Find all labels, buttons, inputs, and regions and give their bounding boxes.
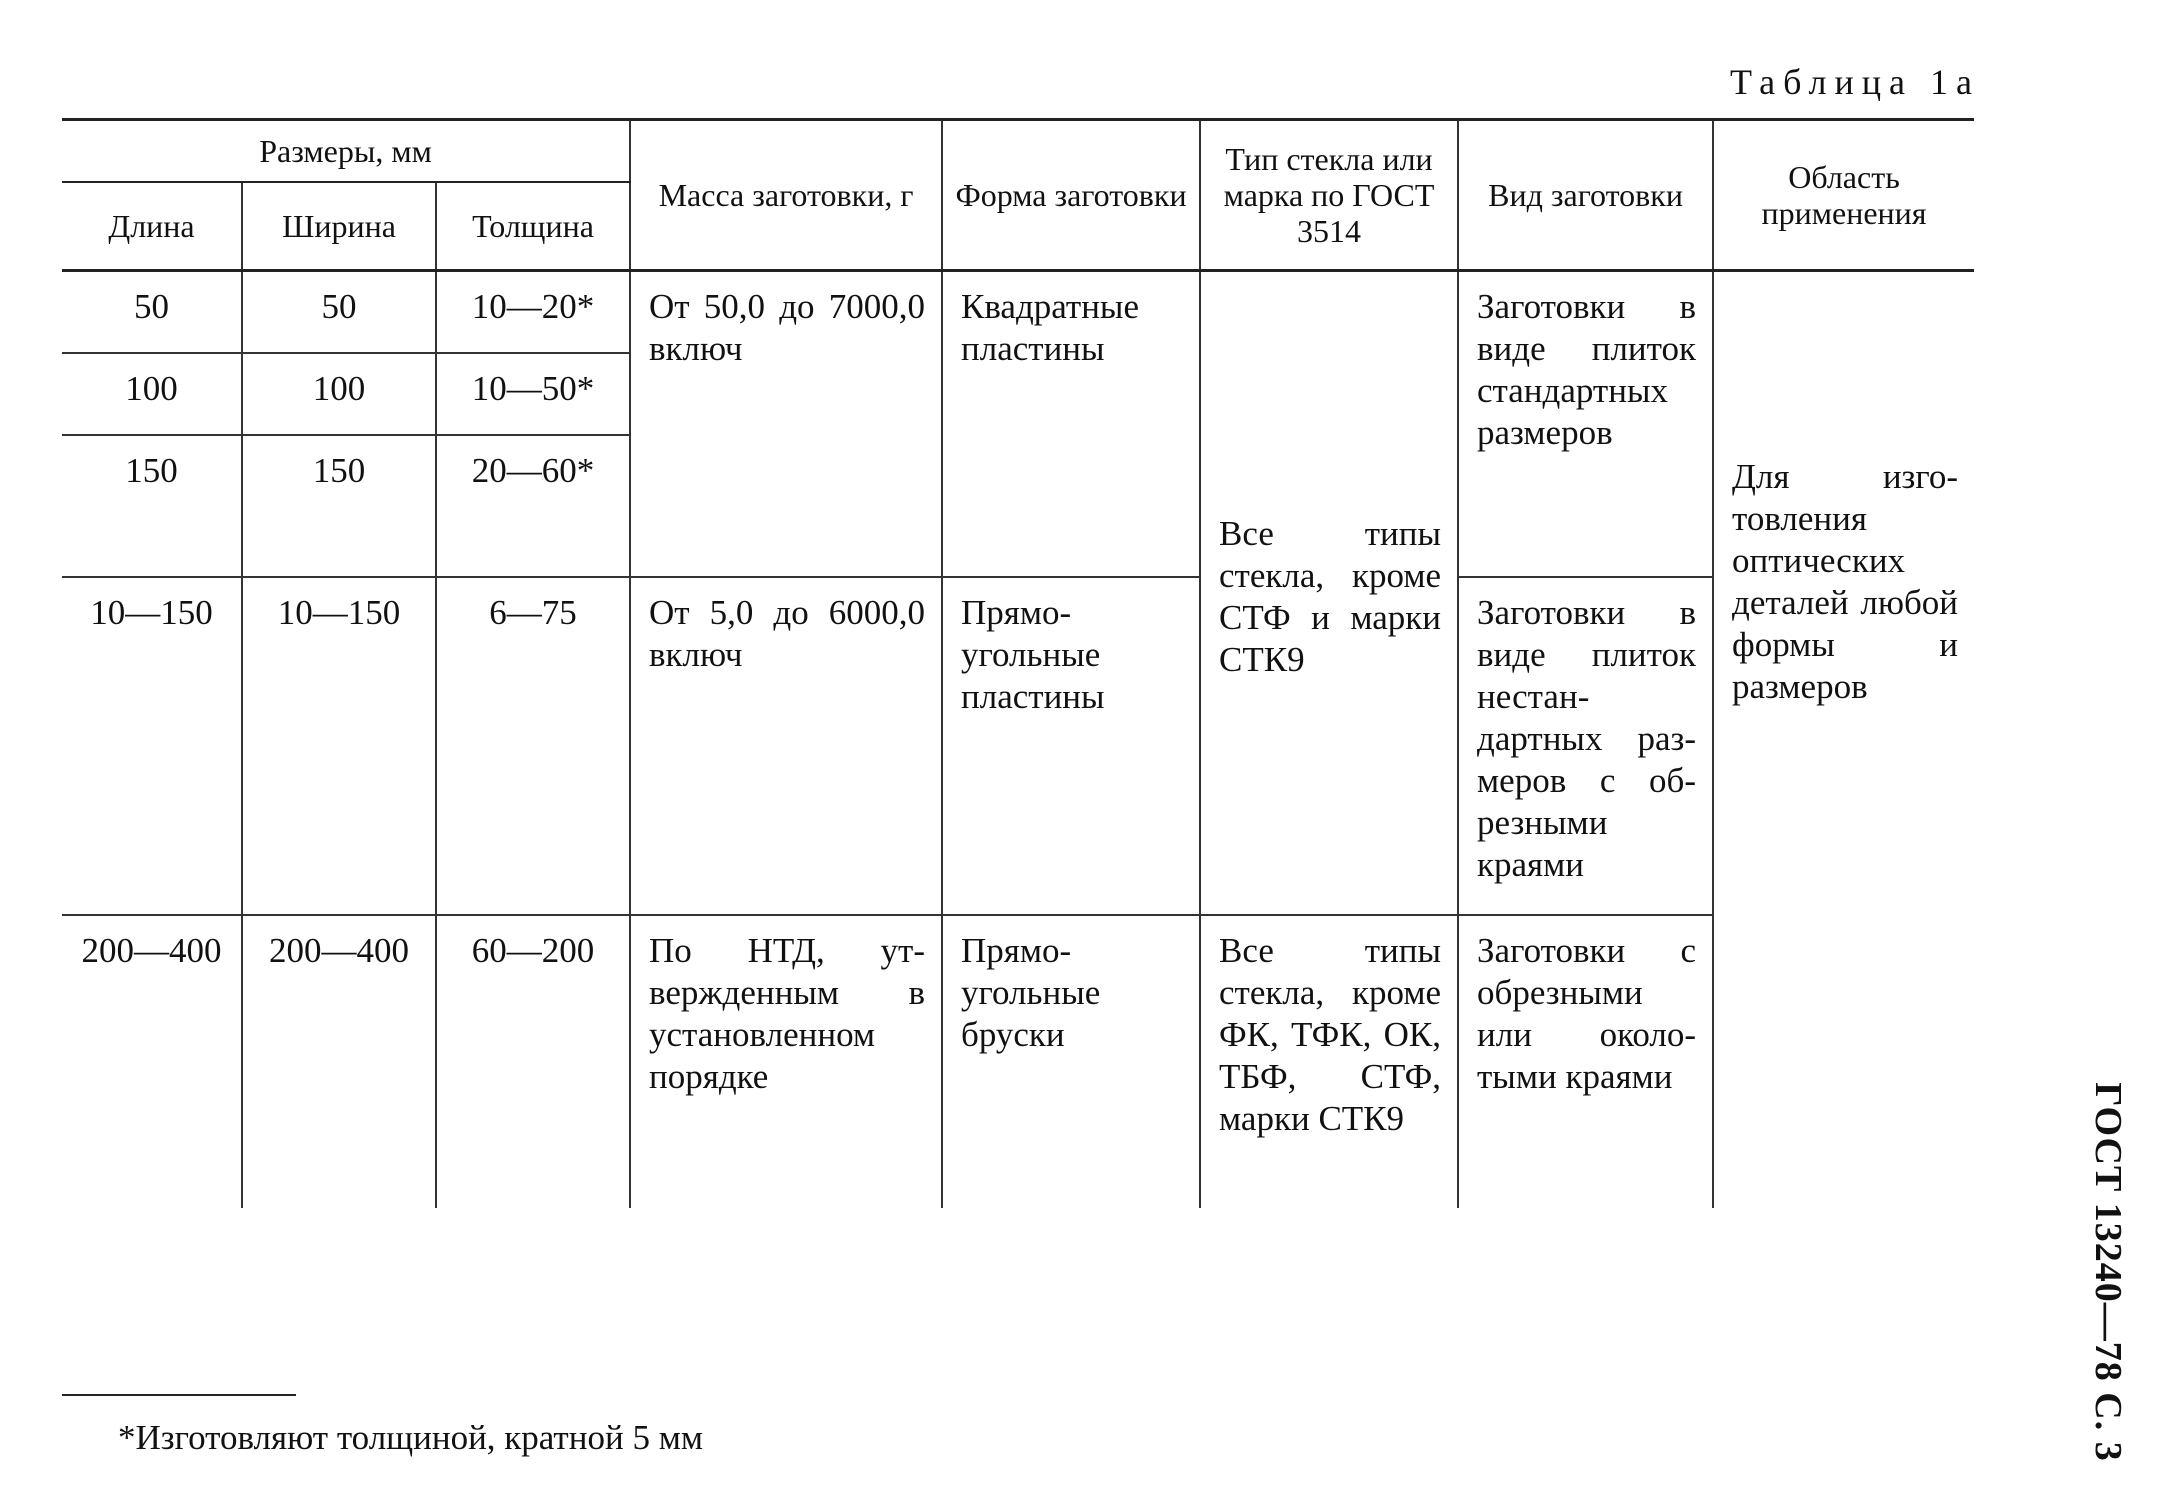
header-shape: Форма заготовки [942, 120, 1200, 271]
cell-width: 50 [242, 271, 436, 354]
cell-thickness: 6—75 [436, 577, 630, 915]
cell-length: 50 [134, 287, 169, 326]
cell-shape: Прямоугольные бруски [942, 915, 1200, 1208]
table-row [62, 577, 1974, 915]
cell-mass: От 5,0 до 6000,0 включ [630, 577, 942, 915]
cell-application-shared: Для изготовления оптических деталей любой формы и размеров [1713, 271, 1974, 1209]
cell-thickness: 20—60* [436, 435, 630, 577]
cell-thickness: 10—50* [436, 353, 630, 435]
cell-width: 10—150 [242, 577, 436, 915]
page-stamp [2078, 1082, 2138, 1462]
blank-specification-table [62, 118, 1974, 1208]
table-row [62, 915, 1974, 1208]
cell-thickness: 60—200 [436, 915, 630, 1208]
header-mass: Масса заготовки, г [630, 120, 942, 271]
cell-glass-type: Все типы стекла, кроме ФК, ТФК, ОК, ТБФ, СТФ, марки СТК9 [1200, 915, 1458, 1208]
footnote: *Изготовляют толщиной, кратной 5 мм [118, 1418, 703, 1457]
cell-length: 200—400 [62, 915, 242, 1208]
table-caption: Таблица 1а [1730, 62, 1980, 102]
cell-blank-kind: Заготовки с обрезными или околотыми краями [1458, 915, 1713, 1208]
header-thickness: Толщина [436, 182, 630, 271]
header-glass-type: Тип стекла или марка по ГОСТ 3514 [1200, 120, 1458, 271]
cell-width: 150 [242, 435, 436, 577]
cell-blank-kind: Заготовки в виде плиток нестандартных размеров с обрезными краями [1458, 577, 1713, 915]
header-application: Область применения [1713, 120, 1974, 271]
cell-length: 10—150 [62, 577, 242, 915]
cell-width: 200—400 [242, 915, 436, 1208]
cell-length: 150 [62, 435, 242, 577]
cell-glass-type-shared: Все типы стекла, кроме СТФ и марки СТК9 [1200, 271, 1458, 916]
header-blank-kind: Вид заготовки [1458, 120, 1713, 271]
cell-length: 100 [62, 353, 242, 435]
table-row [62, 271, 1974, 354]
cell-blank-kind: Заготовки в виде плиток стандартных размеров [1458, 271, 1713, 578]
cell-shape: Квадратные пластины [942, 271, 1200, 578]
header-dimensions: Размеры, мм [62, 120, 630, 183]
cell-shape: Прямоугольные пластины [942, 577, 1200, 915]
cell-width: 100 [242, 353, 436, 435]
page-stamp-text: ГОСТ 13240—78 С. 3 [2087, 1082, 2129, 1462]
footnote-rule [62, 1394, 296, 1396]
cell-thickness: 10—20* [436, 271, 630, 354]
cell-mass: От 50,0 до 7000,0 включ [630, 271, 942, 578]
header-width: Ширина [242, 182, 436, 271]
header-length: Длина [62, 182, 242, 271]
cell-mass: По НТД, утвержденным в установленном порядке [630, 915, 942, 1208]
